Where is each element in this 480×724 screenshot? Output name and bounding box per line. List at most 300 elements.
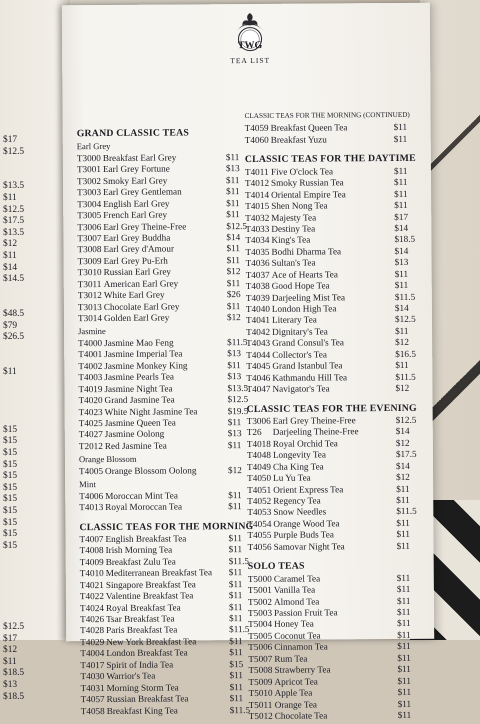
tea-name: King's Tea bbox=[271, 234, 311, 246]
tea-price: $16.5 bbox=[395, 348, 416, 359]
tea-code: T4007 bbox=[79, 533, 104, 545]
left-page-price: $79 bbox=[3, 320, 18, 331]
tea-code: T4022 bbox=[79, 591, 104, 602]
tea-code: T4025 bbox=[78, 418, 103, 429]
tea-name: Longevity Tea bbox=[272, 449, 326, 461]
tea-name: Earl Grey Theine-Free bbox=[103, 220, 187, 232]
tea-name: Russian Breakfast Tea bbox=[106, 693, 189, 705]
tea-price: $11 bbox=[394, 188, 408, 199]
tea-name: Grand Consul's Tea bbox=[272, 337, 344, 349]
tea-name: Morning Storm Tea bbox=[106, 682, 179, 693]
tea-code: T4001 bbox=[78, 349, 103, 360]
tea-code: T3008 bbox=[77, 244, 102, 255]
tea-name: Darjeeling Theine-Free bbox=[272, 426, 359, 438]
tea-code: T3006 bbox=[246, 415, 271, 426]
tea-price: $11 bbox=[227, 417, 242, 428]
tea-code: T4057 bbox=[80, 694, 105, 705]
tea-code: T4013 bbox=[79, 502, 104, 513]
tea-price: $12 bbox=[395, 437, 410, 448]
tea-name: Bodhi Dharma Tea bbox=[271, 246, 342, 257]
left-page-price bbox=[3, 286, 24, 298]
tea-code: T3002 bbox=[76, 175, 102, 186]
tea-code: T4026 bbox=[80, 614, 105, 625]
left-page-price: $11 bbox=[3, 366, 17, 377]
tea-name: Orient Express Tea bbox=[273, 483, 344, 495]
left-page-price: $15 bbox=[3, 436, 18, 447]
tea-name: Coconut Tea bbox=[274, 630, 321, 641]
left-page-price: $12.5 bbox=[3, 146, 25, 157]
tea-code: T4033 bbox=[245, 223, 270, 234]
tea-name: Irish Morning Tea bbox=[105, 544, 173, 556]
tea-price: $13.5 bbox=[227, 382, 249, 393]
tea-price: $11 bbox=[396, 494, 410, 506]
tea-name: Honey Tea bbox=[274, 618, 314, 630]
left-page-price: $15 bbox=[3, 517, 18, 528]
tea-price: $11 bbox=[397, 675, 411, 686]
tea-name: Collector's Tea bbox=[272, 349, 327, 360]
tea-price: $11 bbox=[229, 613, 243, 624]
tea-price: $11 bbox=[226, 300, 241, 311]
tea-name: Majesty Tea bbox=[271, 212, 317, 223]
tea-name: Orange Tea bbox=[274, 699, 318, 710]
tea-name: Tsar Breakfast Tea bbox=[106, 613, 175, 625]
tea-row bbox=[78, 312, 253, 325]
section-heading: CLASSIC TEAS FOR THE EVENING bbox=[246, 402, 417, 415]
tea-code: T3011 bbox=[77, 278, 102, 289]
left-page-price: $15 bbox=[3, 459, 18, 470]
tea-name: Jasmine Queen Tea bbox=[104, 417, 176, 428]
tea-name: Earl Grey Pu-Erh bbox=[103, 255, 168, 266]
tea-price: $11 bbox=[395, 325, 409, 336]
tea-list-page bbox=[62, 3, 434, 721]
tea-price: $11.5 bbox=[228, 555, 250, 566]
tea-price: $11 bbox=[394, 280, 409, 291]
tea-price: $11 bbox=[225, 174, 240, 185]
left-page-price bbox=[3, 552, 24, 564]
tea-code: T4010 bbox=[79, 568, 104, 579]
left-page-price: $13 bbox=[3, 679, 18, 690]
right-column bbox=[245, 110, 424, 723]
tea-code: T4018 bbox=[246, 438, 271, 449]
tea-name: Cinnamon Tea bbox=[274, 641, 328, 653]
tea-price: $17.5 bbox=[395, 449, 417, 460]
twg-logo bbox=[210, 10, 291, 91]
left-page-price: $15 bbox=[3, 424, 18, 435]
tea-name: Jasmine Oolong bbox=[104, 429, 165, 440]
tea-name: Strawberry Tea bbox=[274, 664, 331, 676]
tea-row bbox=[79, 440, 254, 453]
tea-row bbox=[79, 465, 254, 478]
left-page-price bbox=[3, 587, 24, 599]
tea-code: T3004 bbox=[77, 198, 102, 209]
tea-price: $13 bbox=[227, 348, 242, 359]
tea-code: T5001 bbox=[247, 584, 272, 596]
tea-name: New York Breakfast Tea bbox=[106, 636, 197, 647]
tea-price: $14 bbox=[226, 232, 241, 243]
tea-price: $11 bbox=[396, 517, 410, 528]
tea-code: T3009 bbox=[77, 255, 102, 267]
tea-code: T4024 bbox=[79, 602, 105, 613]
tea-price: $11 bbox=[226, 277, 241, 288]
tea-code: T4012 bbox=[244, 178, 270, 189]
tea-price: $11.5 bbox=[394, 291, 416, 302]
tea-price: $11 bbox=[226, 209, 240, 220]
left-page-price: $18.5 bbox=[3, 691, 25, 702]
left-page-price: $15 bbox=[3, 448, 18, 459]
tea-name: Jasmine Pearls Tea bbox=[104, 371, 175, 383]
tea-price: $11 bbox=[397, 641, 411, 652]
tea-name: Five O'clock Tea bbox=[270, 166, 334, 177]
tea-code: T4060 bbox=[244, 134, 269, 145]
tea-code: T4011 bbox=[244, 166, 269, 177]
tea-price: $11 bbox=[393, 177, 408, 188]
left-page-price: $15 bbox=[3, 529, 18, 540]
tea-name: Russian Earl Grey bbox=[103, 266, 172, 278]
tea-code: T4037 bbox=[245, 269, 270, 280]
tea-price: $11 bbox=[397, 664, 411, 675]
tea-code: T4047 bbox=[246, 383, 271, 395]
left-page-price: $12.5 bbox=[3, 621, 25, 632]
tea-name: Royal Moroccan Tea bbox=[105, 501, 183, 513]
tea-code: T26 bbox=[246, 427, 262, 438]
tea-code: T4052 bbox=[247, 495, 272, 507]
tea-code: T3007 bbox=[77, 232, 102, 244]
tea-price: $11 bbox=[396, 483, 410, 494]
tea-code: T3010 bbox=[77, 267, 102, 278]
tea-name: Earl Grey Theine-Free bbox=[272, 415, 356, 426]
tea-price: $11 bbox=[226, 186, 240, 197]
tea-name: Spirit of India Tea bbox=[106, 659, 174, 670]
tea-code: T5005 bbox=[248, 630, 273, 641]
tea-code: T4002 bbox=[78, 360, 103, 371]
tea-code: T5008 bbox=[248, 665, 273, 676]
tea-price: $13 bbox=[227, 428, 242, 439]
tea-name: London Breakfast Tea bbox=[106, 647, 188, 659]
tea-code: T4039 bbox=[245, 292, 270, 303]
tea-code: T4020 bbox=[78, 395, 103, 406]
left-page-price: $15 bbox=[3, 471, 18, 482]
tea-name: Shen Nong Tea bbox=[271, 200, 328, 211]
tea-code: T4053 bbox=[247, 507, 272, 518]
tea-row bbox=[248, 541, 423, 554]
tea-name: Earl Grey d'Amour bbox=[103, 243, 175, 255]
tea-code: T3000 bbox=[76, 152, 101, 164]
left-page-price: $26.5 bbox=[3, 332, 25, 343]
tea-name: Paris Breakfast Tea bbox=[106, 624, 178, 636]
tea-name: Oriental Empire Tea bbox=[271, 188, 346, 200]
left-page-price: $17.5 bbox=[3, 216, 25, 227]
left-page-price: $17 bbox=[3, 135, 18, 145]
tea-name: Purple Buds Tea bbox=[273, 529, 334, 541]
tea-price: $19.5 bbox=[227, 405, 249, 416]
tea-name: Chocolate Tea bbox=[274, 710, 328, 721]
tea-code: T4045 bbox=[246, 361, 271, 372]
section-heading: SOLO TEAS bbox=[247, 560, 305, 573]
tea-price: $11 bbox=[396, 583, 411, 595]
tea-name: Lu Yu Tea bbox=[273, 472, 311, 484]
tea-code: T5000 bbox=[247, 573, 272, 584]
left-page-prices bbox=[3, 135, 24, 703]
tea-name: Mediterranean Breakfast Tea bbox=[105, 567, 213, 579]
tea-name: Earl Grey Fortune bbox=[102, 163, 170, 175]
tea-price: $12.5 bbox=[395, 414, 417, 425]
tea-code: T4015 bbox=[245, 200, 270, 212]
tea-code: T3012 bbox=[77, 290, 102, 301]
left-page-price: $14.5 bbox=[3, 274, 25, 285]
tea-name: Breakfast Yuzu bbox=[270, 134, 327, 145]
left-page-price bbox=[3, 390, 24, 402]
tea-name: Sultan's Tea bbox=[271, 257, 316, 269]
tea-price: $11.5 bbox=[395, 371, 416, 382]
tea-name: Valentine Breakfast Tea bbox=[105, 590, 194, 602]
tea-price: $11 bbox=[229, 681, 244, 692]
tea-price: $12.5 bbox=[394, 314, 416, 325]
left-menu-page bbox=[0, 0, 70, 702]
tea-price: $11 bbox=[396, 529, 410, 540]
tea-code: T4034 bbox=[245, 235, 270, 246]
tea-price: $18.5 bbox=[394, 234, 416, 245]
tea-price: $11 bbox=[397, 709, 412, 720]
tea-price: $11 bbox=[397, 698, 412, 709]
tea-name: Caramel Tea bbox=[273, 573, 321, 584]
tea-code: T4035 bbox=[245, 246, 270, 257]
tea-price: $11.5 bbox=[229, 704, 251, 715]
tea-price: $12 bbox=[395, 337, 409, 348]
tea-price: $14 bbox=[395, 426, 410, 437]
tea-code: T4019 bbox=[78, 383, 103, 394]
tea-name: Jasmine Mao Feng bbox=[104, 337, 174, 348]
tea-code: T5003 bbox=[247, 607, 273, 619]
tea-name: English Earl Grey bbox=[103, 198, 170, 209]
tea-name: Royal Breakfast Tea bbox=[105, 602, 181, 613]
left-page-price: $15 bbox=[3, 506, 18, 516]
tea-code: T4046 bbox=[246, 372, 271, 383]
tea-price: $11 bbox=[396, 595, 411, 606]
tea-price: $11 bbox=[394, 268, 409, 279]
tea-code: T3014 bbox=[77, 313, 103, 324]
tea-name: White Night Jasmine Tea bbox=[104, 405, 198, 417]
tea-name: Jasmine Imperial Tea bbox=[104, 348, 183, 360]
group-subheading: Earl Grey bbox=[76, 141, 111, 152]
tea-code: T5002 bbox=[247, 596, 272, 607]
tea-name: Grand Istanbul Tea bbox=[272, 360, 343, 372]
tea-price: $11 bbox=[226, 197, 240, 208]
group-subheading: Mint bbox=[79, 479, 96, 490]
tea-name: Orange Blossom Oolong bbox=[105, 465, 197, 476]
tea-code: T4004 bbox=[80, 648, 105, 659]
tea-price: $11 bbox=[397, 686, 412, 698]
tea-row bbox=[245, 134, 420, 147]
tea-name: Passion Fruit Tea bbox=[273, 607, 338, 618]
tea-code: T3006 bbox=[77, 221, 102, 232]
tea-name: Apple Tea bbox=[274, 687, 313, 698]
left-page-price: $17 bbox=[3, 633, 18, 644]
left-page-price: $15 bbox=[3, 494, 18, 505]
tea-price: $11 bbox=[395, 360, 409, 371]
tea-price: $11 bbox=[393, 165, 408, 176]
tea-price: $11 bbox=[396, 572, 411, 583]
tea-price: $13 bbox=[394, 257, 409, 268]
tea-price: $11 bbox=[226, 254, 241, 265]
tea-name: Golden Earl Grey bbox=[103, 312, 170, 324]
tea-price: $11.5 bbox=[227, 336, 248, 348]
tea-code: T4056 bbox=[247, 541, 272, 552]
tea-name: Earl Grey Gentleman bbox=[103, 186, 182, 198]
tea-name: Jasmine Monkey King bbox=[104, 360, 188, 371]
tea-code: T4044 bbox=[246, 349, 271, 360]
tea-code: T4021 bbox=[79, 579, 104, 590]
tea-name: White Earl Grey bbox=[103, 289, 165, 301]
left-page-price: $11 bbox=[3, 250, 17, 261]
left-page-price bbox=[3, 413, 24, 425]
left-page-price: $12 bbox=[3, 239, 18, 250]
tea-code: T5012 bbox=[248, 710, 273, 721]
tea-name: Orange Wood Tea bbox=[273, 518, 340, 529]
tea-price: $11 bbox=[227, 359, 241, 370]
left-page-price bbox=[3, 170, 24, 182]
left-page-price: $12.5 bbox=[3, 204, 25, 215]
group-subheading: Jasmine bbox=[78, 326, 106, 337]
tea-price: $11 bbox=[393, 122, 408, 133]
tea-code: T4027 bbox=[78, 429, 103, 440]
tea-code: T4009 bbox=[79, 556, 104, 568]
left-page-price bbox=[3, 564, 24, 576]
tea-name: London High Tea bbox=[271, 303, 337, 314]
tea-name: Breakfast King Tea bbox=[106, 705, 178, 716]
group-subheading: Orange Blossom bbox=[78, 454, 137, 465]
tea-name: Chocolate Earl Grey bbox=[103, 301, 180, 312]
left-page-price bbox=[3, 344, 24, 356]
tea-code: T4006 bbox=[79, 490, 104, 501]
tea-name: Cha King Tea bbox=[272, 461, 324, 472]
left-column bbox=[77, 124, 256, 717]
tea-price: $11 bbox=[229, 670, 243, 681]
tea-price: $11 bbox=[229, 693, 244, 704]
tea-price: $14 bbox=[394, 245, 409, 256]
tea-price: $12 bbox=[395, 382, 410, 394]
tea-code: T4030 bbox=[80, 671, 105, 682]
tea-price: $12 bbox=[226, 312, 241, 323]
tea-code: T4028 bbox=[80, 625, 105, 636]
tea-price: $11 bbox=[228, 567, 243, 578]
left-page-price: $13.5 bbox=[3, 227, 25, 238]
tea-name: Darjeeling Mist Tea bbox=[271, 291, 346, 303]
tea-price: $11 bbox=[228, 489, 242, 500]
tea-price: $11 bbox=[397, 652, 411, 663]
tea-price: $11 bbox=[229, 635, 243, 647]
tea-name: Jasmine Night Tea bbox=[104, 383, 173, 394]
tea-code: T5011 bbox=[248, 699, 273, 710]
left-page-price bbox=[3, 297, 24, 309]
tea-code: T4008 bbox=[79, 545, 104, 556]
tea-price: $11 bbox=[228, 590, 243, 601]
tea-price: $11 bbox=[393, 133, 408, 144]
tea-code: T5004 bbox=[248, 619, 273, 630]
tea-name: English Breakfast Tea bbox=[105, 533, 187, 544]
tea-name: Snow Needles bbox=[273, 506, 327, 518]
tea-price: $11 bbox=[396, 540, 411, 551]
tea-code: T4017 bbox=[80, 659, 105, 670]
tea-code: T4050 bbox=[247, 473, 272, 484]
tea-price: $11.5 bbox=[229, 624, 250, 635]
left-page-price bbox=[3, 402, 24, 414]
tea-price: $14 bbox=[394, 302, 409, 314]
tea-code: T4029 bbox=[80, 636, 105, 648]
continued-note: CLASSIC TEAS FOR THE MORNING (CONTINUED) bbox=[244, 110, 410, 121]
left-page-price: $14 bbox=[3, 262, 18, 273]
left-page-price: $15 bbox=[3, 482, 18, 493]
tea-price: $11 bbox=[228, 601, 243, 612]
tea-price: $12.5 bbox=[227, 394, 249, 405]
section-heading: CLASSIC TEAS FOR THE MORNING bbox=[79, 520, 254, 533]
tea-price: $11 bbox=[397, 618, 411, 629]
tea-row bbox=[81, 704, 256, 717]
tea-code: T4042 bbox=[246, 326, 271, 337]
left-page-price: $11 bbox=[3, 192, 17, 203]
tea-name: Vanilla Tea bbox=[273, 584, 316, 595]
tea-code: T5006 bbox=[248, 642, 273, 653]
tea-name: Kathmandu Hill Tea bbox=[272, 371, 348, 383]
tea-name: Breakfast Queen Tea bbox=[270, 122, 348, 134]
tea-code: T4058 bbox=[80, 705, 105, 716]
tea-code: T4043 bbox=[246, 338, 271, 349]
left-page-price: $48.5 bbox=[3, 308, 25, 319]
section-heading: GRAND CLASSIC TEAS bbox=[76, 127, 190, 140]
tea-name: Navigator's Tea bbox=[272, 383, 330, 394]
tea-code: T3013 bbox=[77, 301, 102, 312]
tea-name: Singapore Breakfast Tea bbox=[105, 579, 196, 590]
tea-price: $13 bbox=[227, 371, 242, 382]
tea-price: $14 bbox=[394, 222, 409, 233]
tea-name: Moroccan Mint Tea bbox=[105, 490, 178, 501]
tea-code: T4031 bbox=[80, 682, 105, 693]
tea-price: $11 bbox=[229, 647, 243, 658]
tea-code: T4055 bbox=[247, 530, 272, 541]
tea-price: $11 bbox=[228, 578, 243, 589]
tea-price: $11 bbox=[397, 629, 411, 640]
tea-price: $12 bbox=[396, 472, 410, 483]
tea-price: $11 bbox=[226, 243, 240, 254]
tea-price: $14 bbox=[395, 460, 410, 471]
tea-name: Grand Jasmine Tea bbox=[104, 394, 175, 406]
tea-code: T4051 bbox=[247, 484, 272, 495]
tea-name: Rum Tea bbox=[274, 653, 308, 664]
twg-brand: TWG bbox=[237, 39, 263, 52]
tea-code: T4038 bbox=[245, 281, 270, 292]
tea-price: $15 bbox=[229, 658, 244, 669]
tea-price: $11 bbox=[396, 606, 411, 617]
tea-row bbox=[246, 383, 421, 396]
tea-name: Apricot Tea bbox=[274, 676, 318, 687]
tea-name: Breakfast Earl Grey bbox=[102, 152, 177, 163]
left-page-price: $13.5 bbox=[3, 181, 25, 192]
tea-name: Literary Tea bbox=[271, 314, 317, 326]
tea-code: T3003 bbox=[77, 187, 102, 198]
tea-code: T5010 bbox=[248, 687, 273, 699]
tea-name: Almond Tea bbox=[273, 596, 320, 607]
left-page-price bbox=[3, 610, 24, 622]
tea-code: T4036 bbox=[245, 258, 270, 269]
tea-code: T4000 bbox=[78, 337, 103, 349]
left-page-price bbox=[3, 599, 24, 611]
tea-price: $26 bbox=[226, 289, 241, 300]
tea-name: Red Jasmine Tea bbox=[104, 440, 167, 451]
tea-name: Good Hope Tea bbox=[271, 280, 330, 291]
tea-code: T5007 bbox=[248, 653, 273, 664]
left-page-price: $15 bbox=[3, 540, 18, 551]
tea-price: $11 bbox=[227, 439, 242, 451]
tea-code: T4049 bbox=[246, 461, 272, 472]
